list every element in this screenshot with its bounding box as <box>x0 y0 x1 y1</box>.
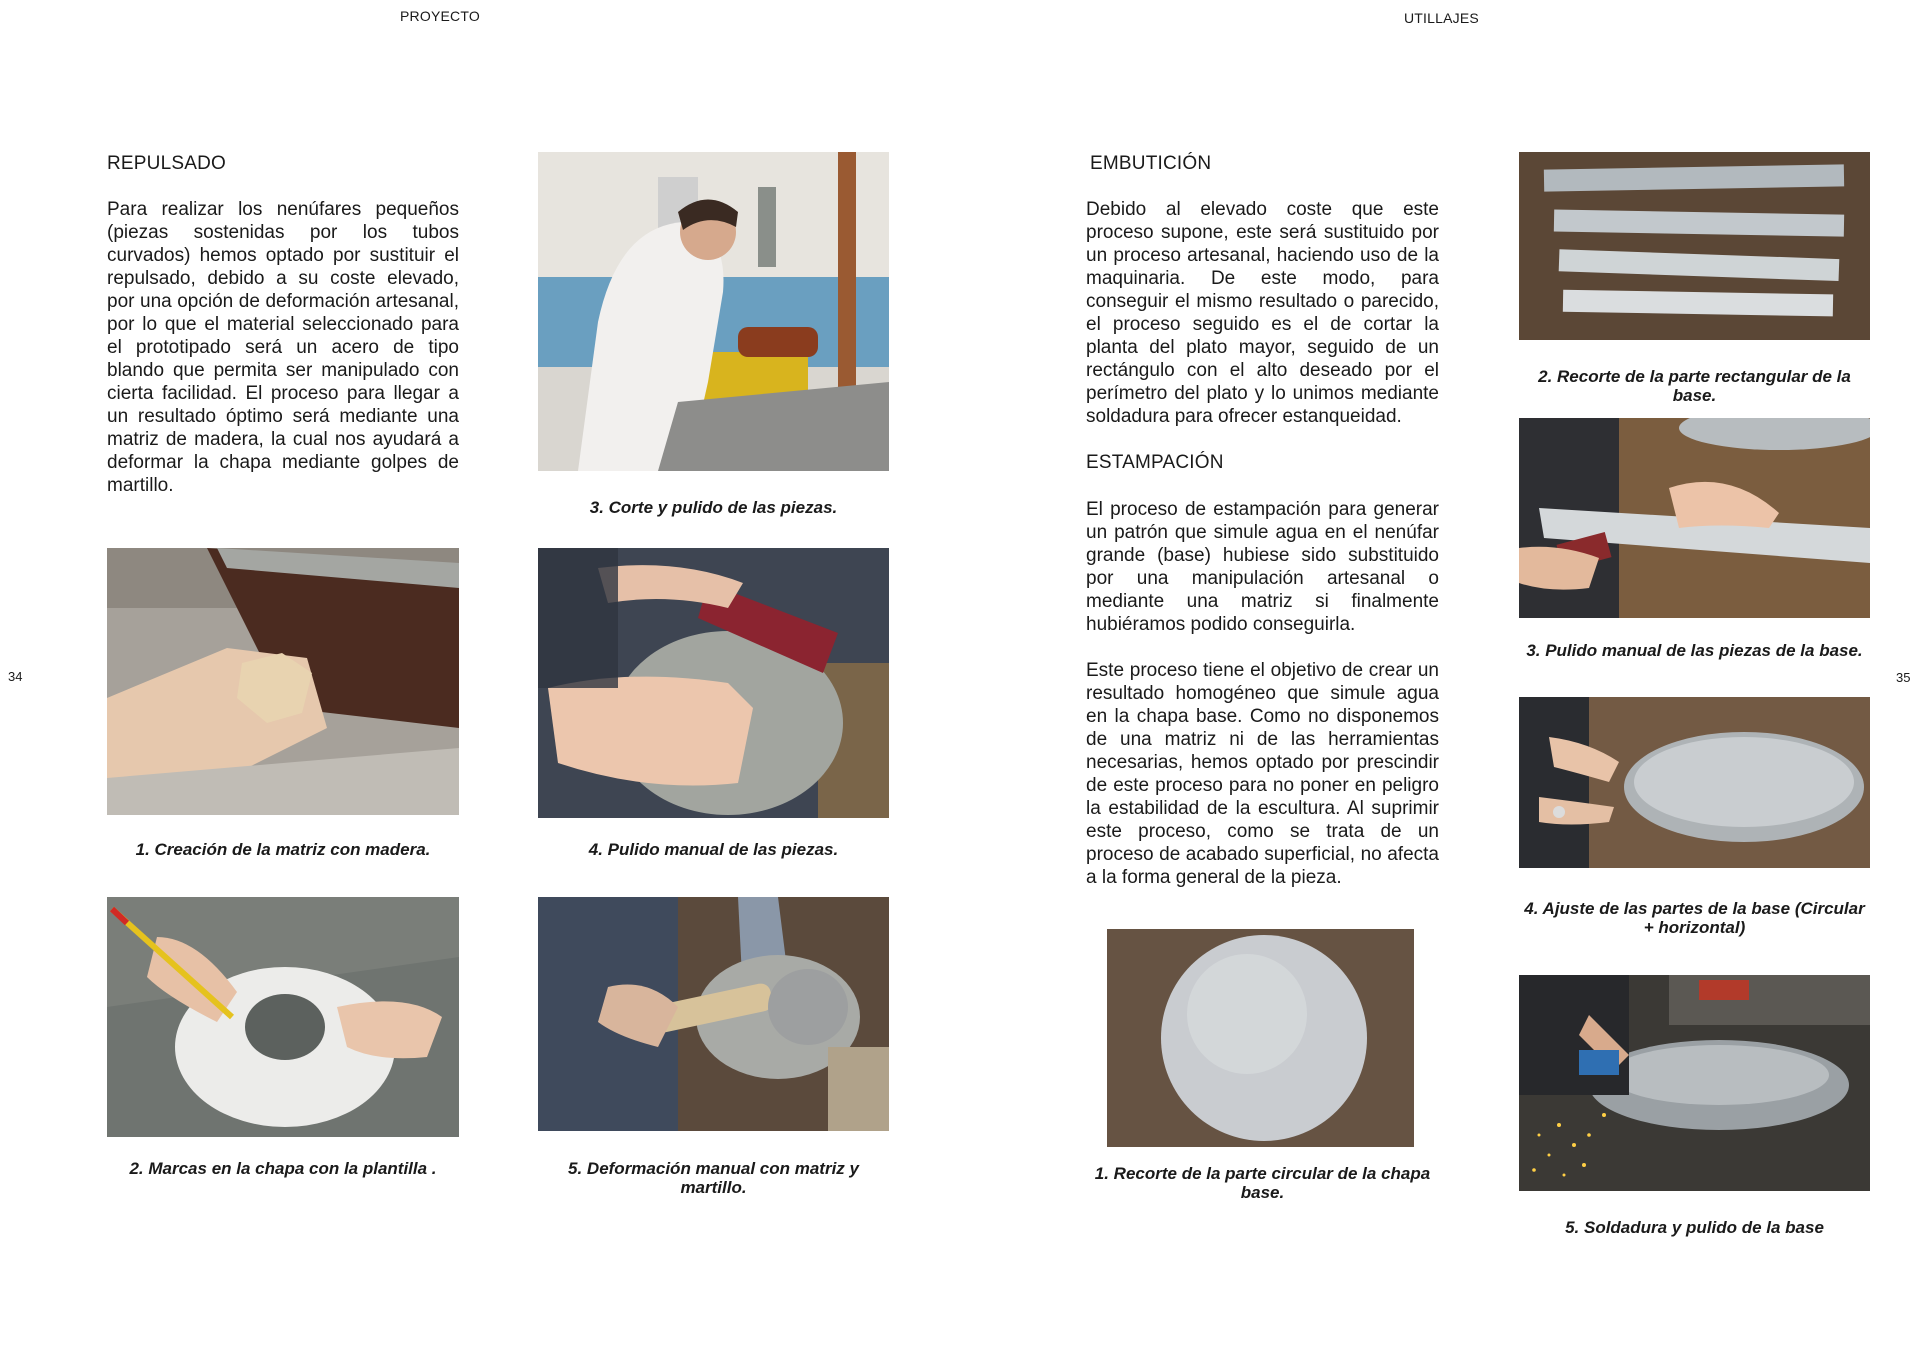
photo-corte-pulido <box>538 152 889 471</box>
caption-marcas-plantilla: 2. Marcas en la chapa con la plantilla . <box>129 1159 437 1178</box>
photo-creacion-matriz <box>107 548 459 815</box>
section-title-embuticion: EMBUTICIÓN <box>1090 153 1212 174</box>
photo-marcas-plantilla <box>107 897 459 1137</box>
photo-recorte-circular <box>1107 929 1414 1147</box>
photo-soldadura-base <box>1519 975 1870 1191</box>
photo-pulido-base <box>1519 418 1870 618</box>
paragraph-repulsado: Para realizar los nenúfares pequeños (piezas sostenidas por los tubos curvados) hemos optado por sustituir el repulsado, debido a su coste elevado, por una opción de deformación artesanal, por lo que el material seleccionado para el prototipado será un acero de tipo blando que permita ser manipulado con cierta facilidad. El proceso para llegar a un resultado óptimo será mediante una matriz de madera, la cual nos ayudará a deformar la chapa mediante golpes de martillo. <box>107 199 459 496</box>
section-title-repulsado: REPULSADO <box>107 153 227 174</box>
running-head-right: UTILLAJES <box>1404 10 1479 26</box>
photo-pulido-manual <box>538 548 889 818</box>
caption-deformacion-manual: 5. Deformación manual con matriz y martillo. <box>568 1159 859 1197</box>
page-number-left: 34 <box>8 669 23 684</box>
photo-recorte-rectangular <box>1519 152 1870 340</box>
page-number-right: 35 <box>1896 670 1911 685</box>
paragraph-estampacion-1: El proceso de estampación para generar un patrón que simule agua en el nenúfar grande (base) hubiese sido substituido por una manipulación artesanal o mediante una matriz si finalmente hubiéramos podido conseguirla. <box>1086 499 1439 635</box>
paragraph-embuticion: Debido al elevado coste que este proceso supone, este será sustituido por un proceso artesanal, haciendo uso de la maquinaria. De este modo, para conseguir el mismo resultado o parecido, el proceso seguido es el de cortar la planta del plato mayor, seguido de un rectángulo con el alto deseado por el perímetro del plato y lo unimos mediante soldadura para ofrecer estanqueidad. <box>1086 199 1439 427</box>
caption-recorte-circular: 1. Recorte de la parte circular de la chapa base. <box>1094 1164 1431 1202</box>
caption-soldadura-base: 5. Soldadura y pulido de la base <box>1565 1218 1824 1237</box>
photo-ajuste-base <box>1519 697 1870 868</box>
paragraph-estampacion-2: Este proceso tiene el objetivo de crear un resultado homogéneo que simule agua en la chapa base. Como no disponemos de una matriz ni de las herramientas necesarias, hemos optado por prescindir de este proceso para no poner en peligro la estabilidad de la escultura. Al suprimir este proceso, como se trata de un proceso de acabado superficial, no afecta a la forma general de la pieza. <box>1086 660 1439 888</box>
caption-pulido-manual: 4. Pulido manual de las piezas. <box>588 840 839 859</box>
caption-pulido-base: 3. Pulido manual de las piezas de la base. <box>1526 641 1863 660</box>
section-title-estampacion: ESTAMPACIÓN <box>1086 452 1224 473</box>
running-head-left: PROYECTO <box>400 8 480 24</box>
caption-corte-pulido: 3. Corte y pulido de las piezas. <box>589 498 838 517</box>
caption-creacion-matriz: 1. Creación de la matriz con madera. <box>135 840 431 859</box>
caption-recorte-rectangular: 2. Recorte de la parte rectangular de la base. <box>1538 367 1851 405</box>
photo-deformacion-manual <box>538 897 889 1131</box>
caption-ajuste-base: 4. Ajuste de las partes de la base (Circular + horizontal) <box>1524 899 1865 937</box>
